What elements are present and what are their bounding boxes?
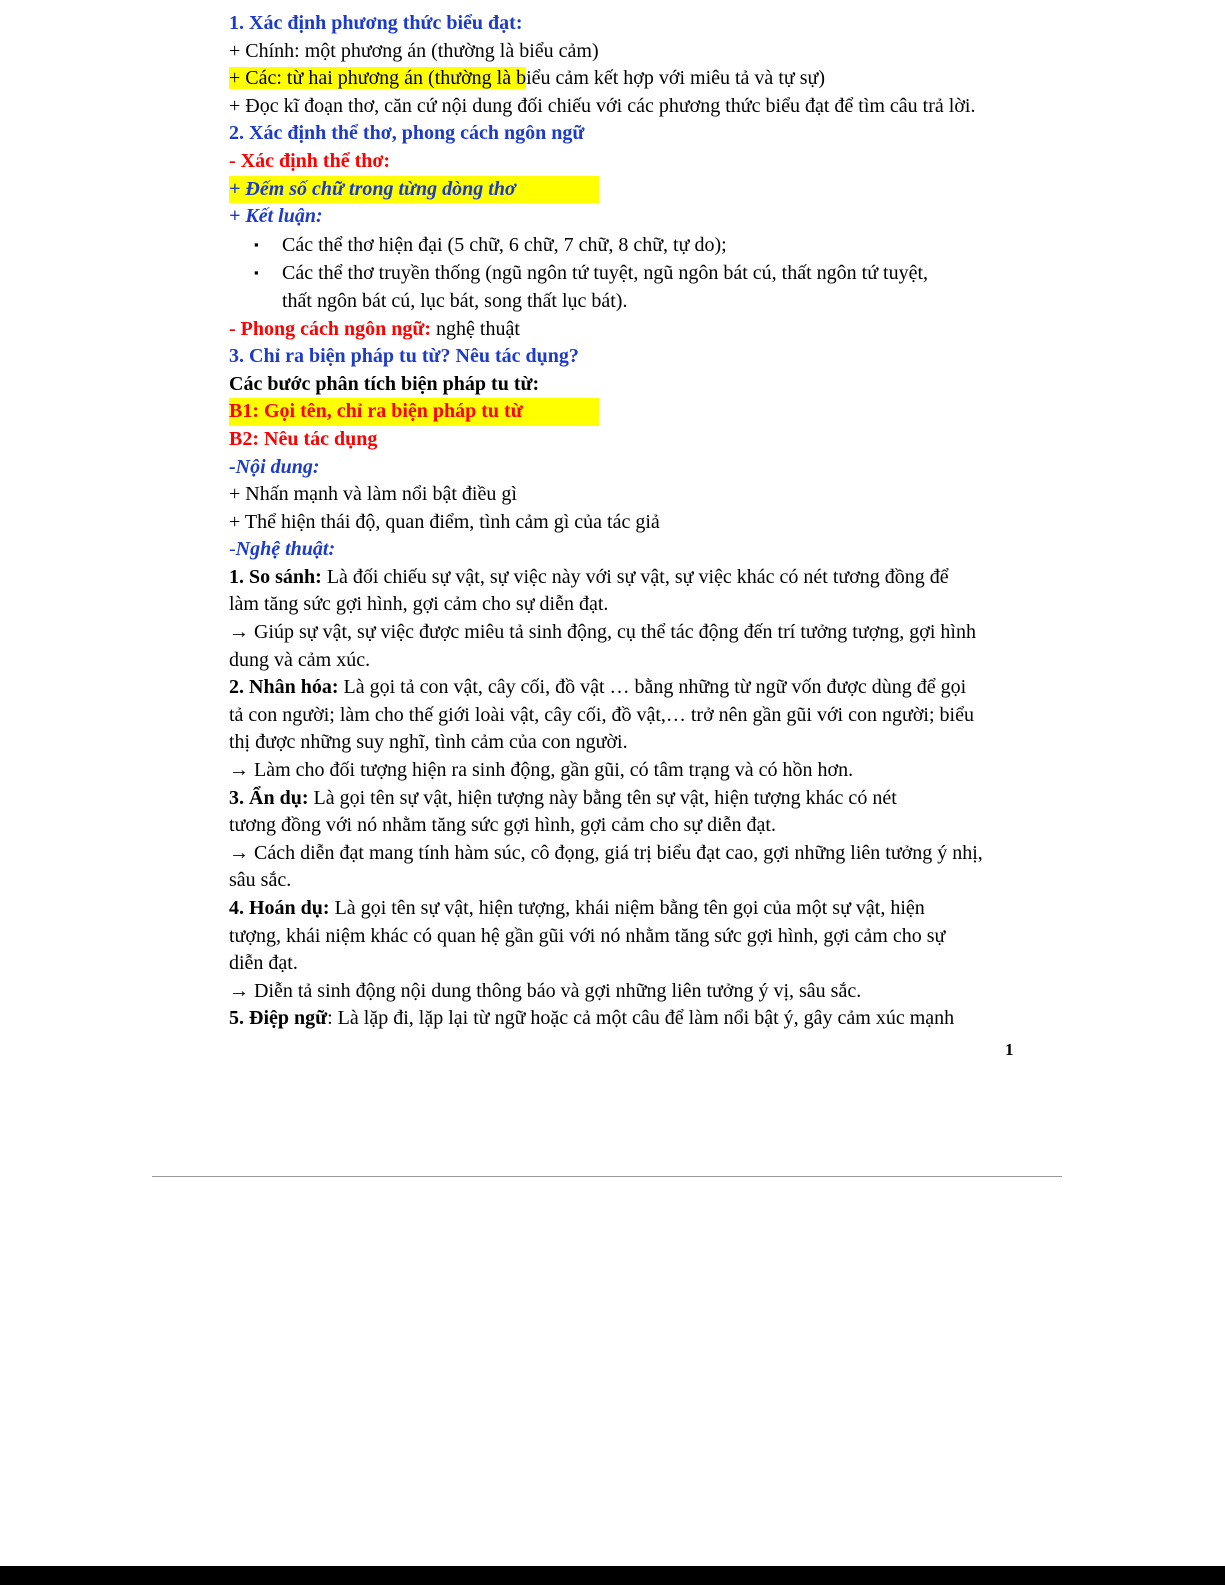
- bullet-item-modern: [229, 231, 1029, 260]
- device-an-du-line-3: → Cách diễn đạt mang tính hàm súc, cô đọng, giá trị biểu đạt cao, gợi những liên tưởng ý nhị,: [229, 841, 983, 864]
- device-an-du-line-4: sâu sắc.: [229, 869, 292, 892]
- s1-line-1: + Chính: một phương án (thường là biểu cảm): [229, 39, 599, 62]
- bullet-item-traditional-cont: thất ngôn bát cú, lục bát, song thất lục bát).: [282, 289, 628, 312]
- bullet-icon: ▪: [254, 265, 259, 281]
- section-3-heading: 3. Chỉ ra biện pháp tu từ? Nêu tác dụng?: [229, 345, 579, 368]
- device-diep-ngu-line-1: [229, 1005, 1029, 1033]
- device-text: Là đối chiếu sự vật, sự việc này với sự vật, sự việc khác có nét tương đồng để: [321, 565, 949, 588]
- device-hoan-du-line-4: → Diễn tả sinh động nội dung thông báo và gợi những liên tưởng ý vị, sâu sắc.: [229, 979, 862, 1002]
- bullet-text: Các thể thơ hiện đại (5 chữ, 6 chữ, 7 chữ, 8 chữ, tự do);: [282, 233, 727, 256]
- step-1-line: [229, 398, 1029, 426]
- bottom-edge-bar: [0, 1566, 1225, 1585]
- device-hoan-du-line-2: tượng, khái niệm khác có quan hệ gần gũi với nó nhằm tăng sức gợi hình, gợi cảm cho sự: [229, 924, 946, 947]
- document-page: [229, 10, 1029, 1033]
- device-so-sanh-line-2: làm tăng sức gợi hình, gợi cảm cho sự diễn đạt.: [229, 593, 609, 616]
- highlighted-step-1: B1: Gọi tên, chỉ ra biện pháp tu từ: [229, 398, 599, 426]
- step-2: B2: Nêu tác dụng: [229, 427, 378, 450]
- device-nhan-hoa-line-4: → Làm cho đối tượng hiện ra sinh động, gần gũi, có tâm trạng và có hồn hơn.: [229, 759, 854, 782]
- device-name: 1. So sánh:: [229, 565, 322, 588]
- poem-form-subheading: - Xác định thể thơ:: [229, 149, 391, 172]
- s1-line-2-rest: iểu cảm kết hợp với miêu tả và tự sự): [526, 67, 825, 90]
- device-name: 5. Điệp ngữ: [229, 1007, 328, 1030]
- device-nhan-hoa-line-1: [229, 674, 1029, 702]
- content-line-2: + Thể hiện thái độ, quan điểm, tình cảm gì của tác giả: [229, 510, 660, 533]
- highlighted-count-text: + Đếm số chữ trong từng dòng thơ: [229, 176, 599, 204]
- device-name: 3. Ẩn dụ:: [229, 786, 309, 809]
- section-2-heading: 2. Xác định thể thơ, phong cách ngôn ngữ: [229, 122, 585, 145]
- device-text: Là gọi tả con vật, cây cối, đồ vật … bằng những từ ngữ vốn được dùng để gọi: [338, 676, 967, 699]
- device-name: 2. Nhân hóa:: [229, 676, 339, 699]
- bullet-icon: ▪: [254, 236, 259, 252]
- bullet-text: Các thể thơ truyền thống (ngũ ngôn tứ tuyệt, ngũ ngôn bát cú, thất ngôn tứ tuyệt,: [282, 262, 929, 285]
- device-hoan-du-line-3: diễn đạt.: [229, 952, 298, 975]
- steps-title: Các bước phân tích biện pháp tu từ:: [229, 372, 540, 395]
- device-nhan-hoa-line-3: thị được những suy nghĩ, tình cảm của con người.: [229, 731, 628, 754]
- device-name: 4. Hoán dụ:: [229, 897, 330, 919]
- device-an-du-line-1: [229, 785, 1029, 813]
- language-style-value: nghệ thuật: [431, 317, 520, 340]
- device-text: : Là lặp đi, lặp lại từ ngữ hoặc cả một câu để làm nổi bật ý, gây cảm xúc mạnh: [327, 1007, 955, 1030]
- conclusion-label: + Kết luận:: [229, 205, 323, 228]
- device-hoan-du-line-1: [229, 895, 1029, 923]
- device-nhan-hoa-line-2: tả con người; làm cho thế giới loài vật, cây cối, đồ vật,… trở nên gần gũi với con người; biểu: [229, 703, 974, 726]
- device-text: Là gọi tên sự vật, hiện tượng, khái niệm bằng tên gọi của một sự vật, hiện: [329, 897, 925, 919]
- language-style-line: [229, 316, 1029, 344]
- art-label-dash: -: [229, 538, 236, 561]
- page-divider: [152, 1176, 1062, 1177]
- device-so-sanh-line-4: dung và cảm xúc.: [229, 648, 371, 671]
- s1-line-2: [229, 65, 1029, 93]
- content-label: -Nội dung:: [229, 455, 320, 478]
- art-label-text: Nghệ thuật:: [235, 538, 336, 561]
- device-an-du-line-2: tương đồng với nó nhằm tăng sức gợi hình, gợi cảm cho sự diễn đạt.: [229, 814, 776, 837]
- page-number: 1: [1005, 1040, 1014, 1059]
- art-label: [229, 536, 1029, 564]
- bullet-item-traditional: [229, 259, 1029, 288]
- count-line: [229, 176, 1029, 204]
- highlighted-text: + Các: từ hai phương án (thường là b: [229, 67, 527, 90]
- s1-line-3: + Đọc kĩ đoạn thơ, căn cứ nội dung đối chiếu với các phương thức biểu đạt để tìm câu trả lời.: [229, 94, 976, 117]
- section-1-heading: 1. Xác định phương thức biểu đạt:: [229, 12, 523, 34]
- content-line-1: + Nhấn mạnh và làm nổi bật điều gì: [229, 483, 517, 506]
- device-so-sanh-line-1: [229, 564, 1029, 592]
- device-so-sanh-line-3: → Giúp sự vật, sự việc được miêu tả sinh động, cụ thể tác động đến trí tưởng tượng, gợi hình: [229, 621, 976, 644]
- device-text: Là gọi tên sự vật, hiện tượng này bằng tên sự vật, hiện tượng khác có nét: [308, 786, 897, 809]
- language-style-label: - Phong cách ngôn ngữ:: [229, 317, 432, 340]
